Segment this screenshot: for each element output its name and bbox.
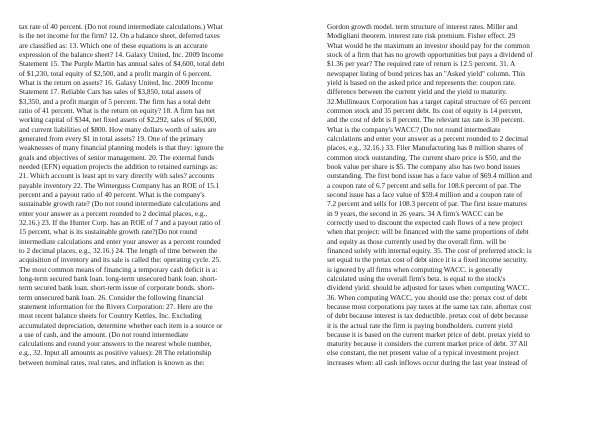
- text-line: Statement 15. The Purple Martin has annual sales of $4,600, total debt: [19, 59, 225, 69]
- text-line: is the net income for the firm? 12. On a balance sheet, deferred taxes: [19, 31, 220, 41]
- text-line: $3,350, and a profit margin of 5 percent. The firm has a total debt: [19, 96, 211, 106]
- text-line: Modigliani theorem. interest rate risk premium. Fisher effect. 29: [327, 31, 516, 41]
- text-line: weaknesses of many financial planning models is that they: ignore the: [19, 143, 224, 153]
- text-line: 36. When computing WACC, you should use the: pretax cost of debt: [327, 292, 528, 302]
- text-line: newspaper listing of bond prices has an "Asked yield" column. This: [327, 68, 526, 78]
- text-line: and current liabilities of $800. How many dollars worth of sales are: [19, 124, 217, 134]
- text-line: needed (EFN) equation projects the addition to retained earnings as:: [19, 161, 218, 171]
- text-line: Statement 17. Reliable Cars has sales of $3,850, total assets of: [19, 87, 202, 97]
- text-line: when that project: will be financed with the same proportions of debt: [327, 227, 529, 237]
- text-line: payable inventory 22. The Winterguss Company has an ROE of 15.1: [19, 180, 220, 190]
- text-line: is ignored by all firms when computing WACC. is generally: [327, 264, 503, 274]
- text-line: in 9 years, the second in 26 years. 34 A firm's WACC can be: [327, 208, 504, 218]
- text-line: What is the company's WACC? (Do not round intermediate: [327, 124, 501, 134]
- text-line: Gordon growth model. term structure of interest rates. Miller and: [327, 22, 518, 31]
- text-line: dividend yield. should be adjusted for taxes when computing WACC.: [327, 283, 530, 293]
- text-line: $1.36 per year? The required rate of return is 12.5 percent. 31. A: [327, 59, 516, 69]
- text-line: long-term secured bank loan. long-term unsecured bank loan. short-: [19, 273, 218, 283]
- text-line: second issue has a face value of $59.4 million and a coupon rate of: [327, 189, 523, 199]
- text-line: calculated using the overall firm's beta. is equal to the stock's: [327, 273, 506, 283]
- text-line: and the cost of debt is 8 percent. The relevant tax rate is 30 percent.: [327, 115, 525, 125]
- text-line: common stock outstanding. The current share price is $50, and the: [327, 152, 521, 162]
- text-line: What would be the maximum an investor should pay for the common: [327, 40, 530, 50]
- text-line: places, e.g., 32.16.) 33. Filer Manufacturing has 8 million shares of: [327, 143, 524, 153]
- text-line: term unsecured bank loan. 26. Consider the following financial: [19, 292, 204, 302]
- text-line: accumulated depreciation, determine whether each item is a source or: [19, 320, 223, 330]
- text-line: outstanding. The first bond issue has a face value of $69.4 million and: [327, 171, 532, 181]
- text-line: calculations and round your answers to the nearest whole number,: [19, 339, 212, 349]
- text-line: of debt because interest is tax deductible. pretax cost of debt because: [327, 311, 528, 321]
- text-line: acquisition of inventory and its sale is called the: operating cycle. 25.: [19, 255, 222, 265]
- text-line: expression of the balance sheet? 14. Galaxy United, Inc. 2009 Income: [19, 49, 224, 59]
- text-line: 32.Mullineaux Corporation has a target capital structure of 65 percent: [327, 96, 531, 106]
- text-line: financed solely with internal equity. 35. The cost of preferred stock: is: [327, 245, 532, 255]
- text-line: and equity as those currently used by the overall firm. will be: [327, 236, 507, 246]
- text-line: else constant, the net present value of a typical investment project: [327, 348, 519, 358]
- text-line: tax rate of 40 percent. (Do not round intermediate calculations.) What: [19, 22, 223, 31]
- left-text-column: [19, 22, 277, 367]
- text-line: 32.16.) 23. If the Hunter Corp. has an ROE of 7 and a payout ratio of: [19, 217, 221, 227]
- text-line: are classified as: 13. Which one of these equations is an accurate: [19, 40, 208, 50]
- text-line: a coupon rate of 6.7 percent and sells for 108.6 percent of par. The: [327, 180, 521, 190]
- text-line: intermediate calculations and enter your answer as a percent rounded: [19, 236, 221, 246]
- text-line: What is the return on assets? 16. Galaxy United, Inc. 2009 Income: [19, 77, 214, 87]
- text-line: to 2 decimal places, e.g., 32.16.) 24. The length of time between the: [19, 245, 218, 255]
- text-line: 7.2 percent and sells for 108.3 percent of par. The first issue matures: [327, 199, 527, 209]
- text-line: working capital of $344, net fixed assets of $2,292, sales of $6,000,: [19, 115, 217, 125]
- text-line: set equal to the pretax cost of debt since it is a fixed income security.: [327, 255, 528, 265]
- text-line: of $1,230, total equity of $2,500, and a profit margin of 6 percent.: [19, 68, 212, 78]
- text-line: sustainable growth rate? (Do not round intermediate calculations and: [19, 199, 221, 209]
- text-line: term secured bank loan. short-term issue of corporate bonds. short-: [19, 283, 215, 293]
- text-line: common stock and 35 percent debt. Its cost of equity is 14 percent,: [327, 105, 523, 115]
- right-text-column: [327, 22, 585, 367]
- text-line: maturity because it considers the current market price of debt. 37 All: [327, 339, 528, 349]
- text-line: difference between the current yield and the yield to maturity.: [327, 87, 508, 97]
- text-line: enter your answer as a percent rounded to 2 decimal places, e.g.,: [19, 208, 208, 218]
- text-line: a use of cash, and the amount. (Do not round intermediate: [19, 329, 189, 339]
- text-line: 15 percent, what is its sustainable growth rate?(Do not round: [19, 227, 197, 237]
- text-line: between nominal rates, real rates, and inflation is known as the:: [19, 357, 205, 367]
- text-line: percent and a payout ratio of 40 percent. What is the company's: [19, 189, 205, 199]
- text-line: correctly used to discount the expected cash flows of a new project: [327, 217, 523, 227]
- text-line: it is the actual rate the firm is paying bondholders. current yield: [327, 320, 513, 330]
- text-line: ratio of 41 percent. What is the return on equity? 18. A firm has net: [19, 105, 216, 115]
- text-line: most recent balance sheets for Country Kettles, Inc. Excluding: [19, 311, 202, 321]
- text-line: book value per share is $5. The company also has two bond issues: [327, 161, 521, 171]
- text-line: increases when: all cash inflows occur during the last year instead of: [327, 357, 528, 367]
- text-line: e.g., 32. Input all amounts as positive values): 28 The relationship: [19, 348, 212, 358]
- text-line: 21. Which account is least apt to vary directly with sales? accounts: [19, 171, 215, 181]
- text-line: goals and objectives of senior management. 20. The external funds: [19, 152, 214, 162]
- text-line: statement information for the Rivers Corporation: 27. Here are the: [19, 301, 213, 311]
- text-line: because it is based on the current market price of debt. pretax yield to: [327, 329, 531, 339]
- text-line: because most corporations pay taxes at the same tax rate. aftertax cost: [327, 301, 532, 311]
- text-line: generated from every $1 in total assets? 19. One of the primary: [19, 133, 204, 143]
- text-line: calculations and enter your answer as a percent rounded to 2 decimal: [327, 133, 529, 143]
- text-line: The most common means of financing a temporary cash deficit is a:: [19, 264, 218, 274]
- text-line: stock of a firm that has no growth opportunities but pays a dividend of: [327, 49, 533, 59]
- text-line: yield is based on the asked price and represents the: coupon rate.: [327, 77, 516, 87]
